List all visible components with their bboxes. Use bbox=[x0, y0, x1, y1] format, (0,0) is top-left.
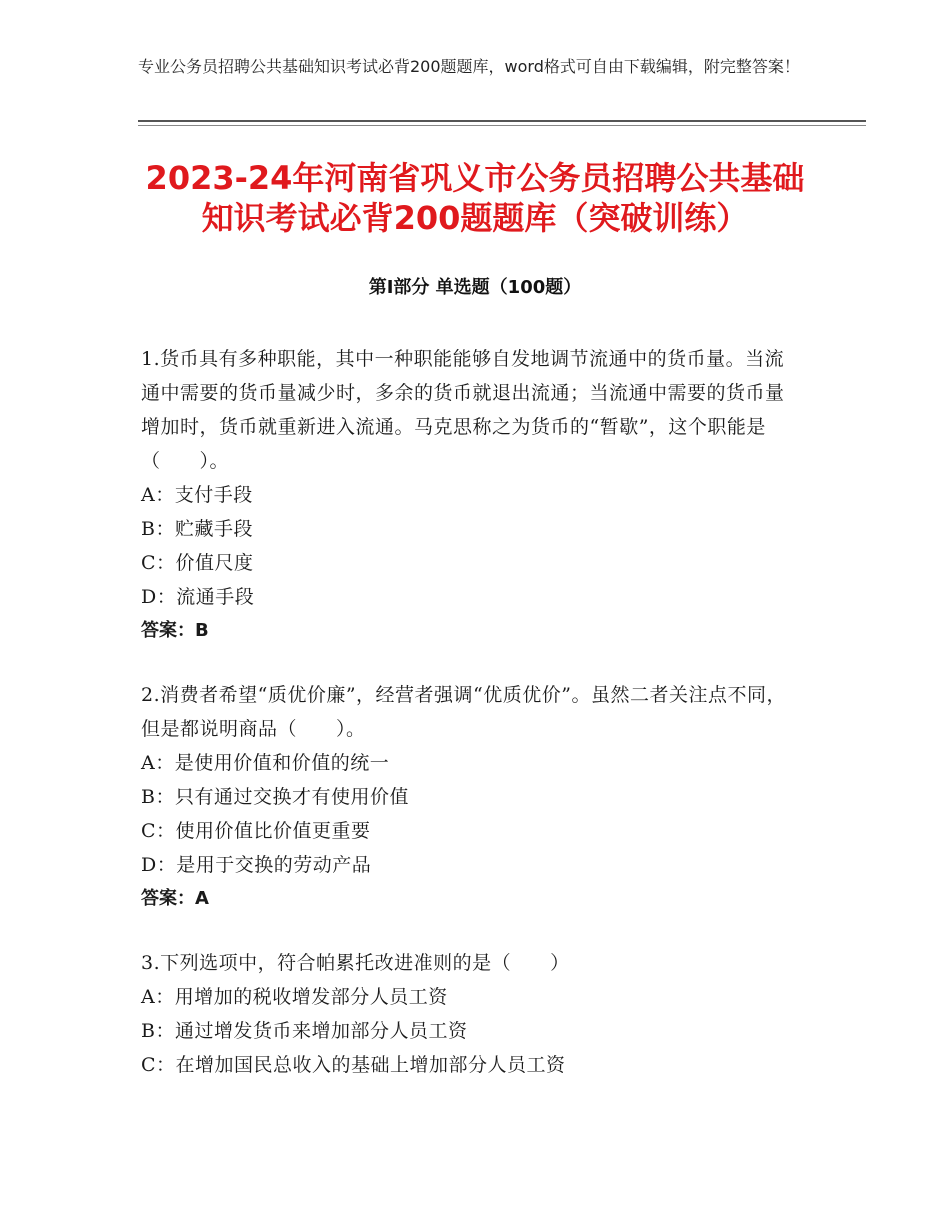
option-b: B：通过增发货币来增加部分人员工资 bbox=[141, 1020, 468, 1042]
option-b: B：只有通过交换才有使用价值 bbox=[141, 786, 409, 808]
answer: 答案：A bbox=[141, 888, 209, 909]
option-c: C：使用价值比价值更重要 bbox=[141, 820, 371, 842]
option-c: C：在增加国民总收入的基础上增加部分人员工资 bbox=[141, 1054, 566, 1076]
header-rule-thin bbox=[138, 125, 866, 126]
option-a: A：用增加的税收增发部分人员工资 bbox=[141, 986, 448, 1008]
question-2 bbox=[141, 678, 801, 916]
answer: 答案：B bbox=[141, 620, 209, 641]
option-c: C：价值尺度 bbox=[141, 552, 254, 574]
option-a: A：支付手段 bbox=[141, 484, 253, 506]
question-3 bbox=[141, 946, 801, 1082]
header-rule-thick bbox=[138, 120, 866, 122]
question-stem: 2.消费者希望“质优价廉”，经营者强调“优质优价”。虽然二者关注点不同，但是都说明商品（ ）。 bbox=[141, 684, 786, 740]
option-b: B：贮藏手段 bbox=[141, 518, 253, 540]
question-1 bbox=[141, 342, 801, 648]
question-stem: 1.货币具有多种职能，其中一种职能能够自发地调节流通中的货币量。当流通中需要的货币量减少时，多余的货币就退出流通；当流通中需要的货币量增加时，货币就重新进入流通。马克思称之为货币的“暂歇”，这个职能是（ ）。 bbox=[141, 348, 785, 472]
question-stem: 3.下列选项中，符合帕累托改进准则的是（ ） bbox=[141, 952, 570, 974]
option-a: A：是使用价值和价值的统一 bbox=[141, 752, 390, 774]
section-title: 第Ⅰ部分 单选题（100题） bbox=[368, 277, 582, 298]
option-d: D：流通手段 bbox=[141, 586, 255, 608]
question-list bbox=[141, 342, 801, 1112]
option-d: D：是用于交换的劳动产品 bbox=[141, 854, 372, 876]
document-title: 2023-24年河南省巩义市公务员招聘公共基础知识考试必背200题题库（突破训练） bbox=[145, 159, 805, 237]
header-note: 专业公务员招聘公共基础知识考试必背200题题库，word格式可自由下载编辑，附完整答案！ bbox=[138, 57, 800, 76]
